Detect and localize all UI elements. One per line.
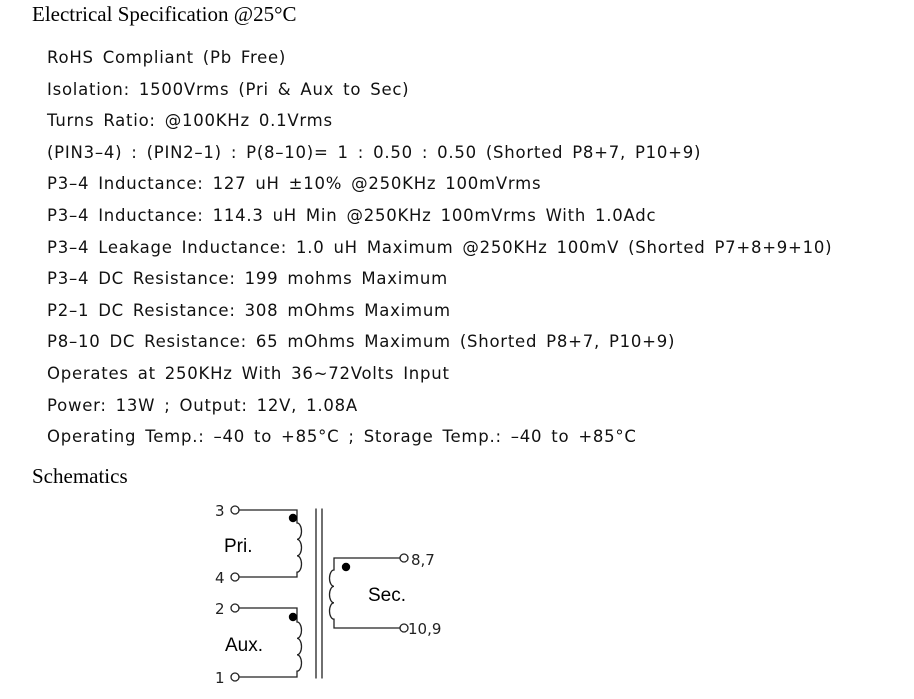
auxiliary-polarity-dot [289, 613, 297, 621]
spec-line-leakage-inductance: P3–4 Leakage Inductance: 1.0 uH Maximum @250KHz 100mV (Shorted P7+8+9+10) [47, 237, 833, 257]
pin-10-9-label: 10,9 [408, 620, 442, 638]
spec-line-turns-ratio: Turns Ratio: @100KHz 0.1Vrms [47, 111, 333, 131]
secondary-polarity-dot [342, 563, 350, 571]
pin-1-terminal [231, 673, 239, 681]
pin-2-terminal [231, 604, 239, 612]
pin-8-7-label: 8,7 [411, 551, 435, 569]
primary-polarity-dot [289, 514, 297, 522]
pin-3-terminal [231, 506, 239, 514]
spec-line-rohs: RoHS Compliant (Pb Free) [47, 48, 287, 67]
schematics-heading: Schematics [32, 464, 128, 488]
transformer-core [316, 509, 322, 678]
pin-10-9-terminal [400, 624, 408, 632]
pin-4-terminal [231, 573, 239, 581]
spec-line-p2-1-dc-resistance: P2–1 DC Resistance: 308 mOhms Maximum [47, 300, 451, 320]
pin-4-label: 4 [215, 569, 225, 587]
spec-line-power: Power: 13W ; Output: 12V, 1.08A [47, 395, 358, 415]
spec-line-inductance-min: P3–4 Inductance: 114.3 uH Min @250KHz 100mVrms With 1.0Adc [47, 205, 657, 225]
spec-line-temperature: Operating Temp.: –40 to +85°C ; Storage Temp.: –40 to +85°C [47, 427, 637, 447]
pin-3-label: 3 [215, 502, 225, 520]
page-title: Electrical Specification @25°C [32, 2, 297, 26]
spec-line-p3-4-dc-resistance: P3–4 DC Resistance: 199 mohms Maximum [47, 269, 448, 289]
pin-8-7-terminal [400, 554, 408, 562]
spec-line-isolation: Isolation: 1500Vrms (Pri & Aux to Sec) [47, 79, 410, 99]
pin-1-label: 1 [215, 669, 225, 687]
primary-label: Pri. [224, 536, 253, 557]
pin-2-label: 2 [215, 600, 225, 618]
spec-line-p8-10-dc-resistance: P8–10 DC Resistance: 65 mOhms Maximum (Shorted P8+7, P10+9) [47, 332, 676, 352]
spec-line-inductance: P3–4 Inductance: 127 uH ±10% @250KHz 100mVrms [47, 174, 542, 194]
auxiliary-label: Aux. [225, 635, 264, 656]
spec-line-operating-frequency: Operates at 250KHz With 36~72Volts Input [47, 363, 450, 383]
secondary-label: Sec. [368, 585, 407, 606]
spec-line-pin-ratio: (PIN3–4) : (PIN2–1) : P(8–10)= 1 : 0.50 : 0.50 (Shorted P8+7, P10+9) [47, 142, 702, 162]
